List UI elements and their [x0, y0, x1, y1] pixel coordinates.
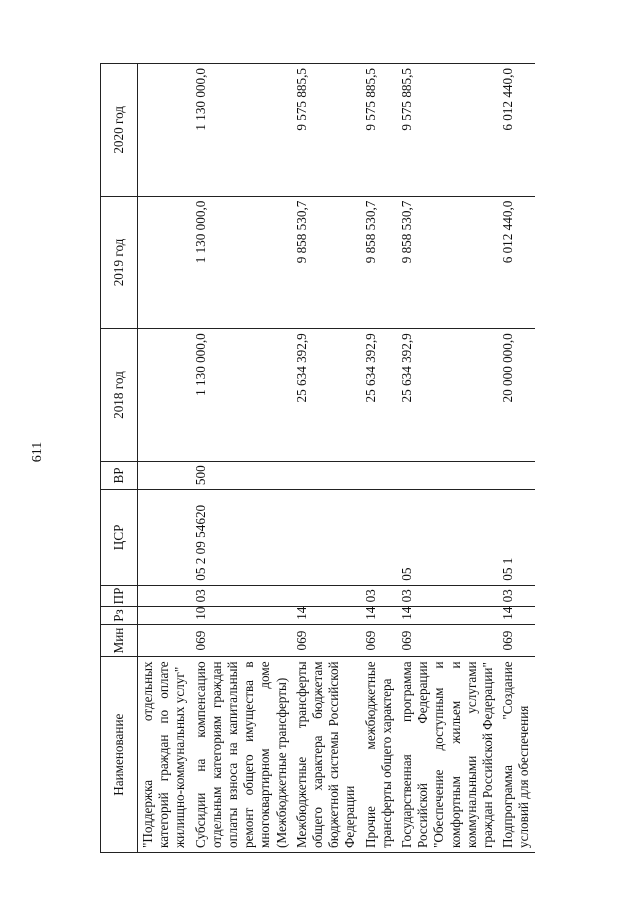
row-min: 069: [397, 624, 498, 657]
rotated-table-frame: [100, 63, 610, 853]
row-name: Межбюджетные трансферты общего характера бюджетам бюджетной системы Российской Федерации: [292, 657, 361, 853]
header-row: [101, 64, 138, 853]
header-pr: ПР: [101, 585, 138, 607]
row-2019: 9 858 530,7: [361, 196, 397, 329]
row-csr: [138, 490, 191, 586]
row-2019: 9 858 530,7: [397, 196, 498, 329]
row-2019: [138, 196, 191, 329]
row-pr: 03: [397, 585, 498, 607]
row-name: Государственная программа Российской Федерации "Обеспечение доступным и комфортным жильем и коммунальными услугами граждан Российской Федерации": [397, 657, 498, 853]
row-2020: 9 575 885,5: [361, 64, 397, 197]
row-pr: 03: [191, 585, 292, 607]
row-name: Субсидии на компенсацию отдельным категориям граждан оплаты взноса на капитальный ремонт общего имущества в многоквартирном доме (Межбюджетные трансферты): [191, 657, 292, 853]
table-header: [101, 64, 138, 853]
table-row: [138, 64, 191, 853]
header-vr: ВР: [101, 461, 138, 489]
table-row: [191, 64, 292, 853]
row-csr: [361, 490, 397, 586]
row-pr: [138, 585, 191, 607]
row-name: Прочие межбюджетные трансферты общего характера: [361, 657, 397, 853]
header-csr: ЦСР: [101, 490, 138, 586]
header-name: Наименование: [101, 657, 138, 853]
row-csr: 05 1: [498, 490, 534, 586]
row-2018: 1 130 000,0: [191, 329, 292, 462]
header-rz: Рз: [101, 607, 138, 624]
row-pr: 03: [498, 585, 534, 607]
row-vr: 500: [191, 461, 292, 489]
row-min: 069: [191, 624, 292, 657]
row-2020: 9 575 885,5: [292, 64, 361, 197]
row-2018: 25 634 392,9: [397, 329, 498, 462]
row-rz: 10: [191, 607, 292, 624]
header-2018: 2018 год: [101, 329, 138, 462]
row-vr: [292, 461, 361, 489]
landscape-content: [100, 63, 610, 853]
row-2020: 1 130 000,0: [191, 64, 292, 197]
row-vr: [498, 461, 534, 489]
row-2020: 6 012 440,0: [498, 64, 534, 197]
row-min: 069: [292, 624, 361, 657]
row-2019: 6 012 440,0: [498, 196, 534, 329]
table-row: [361, 64, 397, 853]
table-row: [397, 64, 498, 853]
row-vr: [138, 461, 191, 489]
row-csr: 05 2 09 54620: [191, 490, 292, 586]
row-2020: [138, 64, 191, 197]
row-2018: 25 634 392,9: [361, 329, 397, 462]
row-rz: 14: [397, 607, 498, 624]
table-body: [138, 64, 535, 853]
row-2019: 9 858 530,7: [292, 196, 361, 329]
budget-table: [100, 63, 535, 853]
row-rz: 14: [498, 607, 534, 624]
table-row: [498, 64, 534, 853]
page-number: 611: [30, 441, 45, 463]
row-vr: [397, 461, 498, 489]
row-name: Подпрограмма "Создание условий для обеспечения: [498, 657, 534, 853]
row-name: "Поддержка отдельных категорий граждан по оплате жилищно-коммунальных услуг": [138, 657, 191, 853]
row-pr: 03: [361, 585, 397, 607]
row-2018: 20 000 000,0: [498, 329, 534, 462]
row-min: 069: [498, 624, 534, 657]
row-rz: 14: [292, 607, 361, 624]
row-csr: 05: [397, 490, 498, 586]
row-csr: [292, 490, 361, 586]
row-min: 069: [361, 624, 397, 657]
row-2018: 25 634 392,9: [292, 329, 361, 462]
row-2019: 1 130 000,0: [191, 196, 292, 329]
row-2018: [138, 329, 191, 462]
row-vr: [361, 461, 397, 489]
header-min: Мин: [101, 624, 138, 657]
row-pr: [292, 585, 361, 607]
row-min: [138, 624, 191, 657]
row-2020: 9 575 885,5: [397, 64, 498, 197]
header-2019: 2019 год: [101, 196, 138, 329]
table-row: [292, 64, 361, 853]
row-rz: 14: [361, 607, 397, 624]
row-rz: [138, 607, 191, 624]
header-2020: 2020 год: [101, 64, 138, 197]
